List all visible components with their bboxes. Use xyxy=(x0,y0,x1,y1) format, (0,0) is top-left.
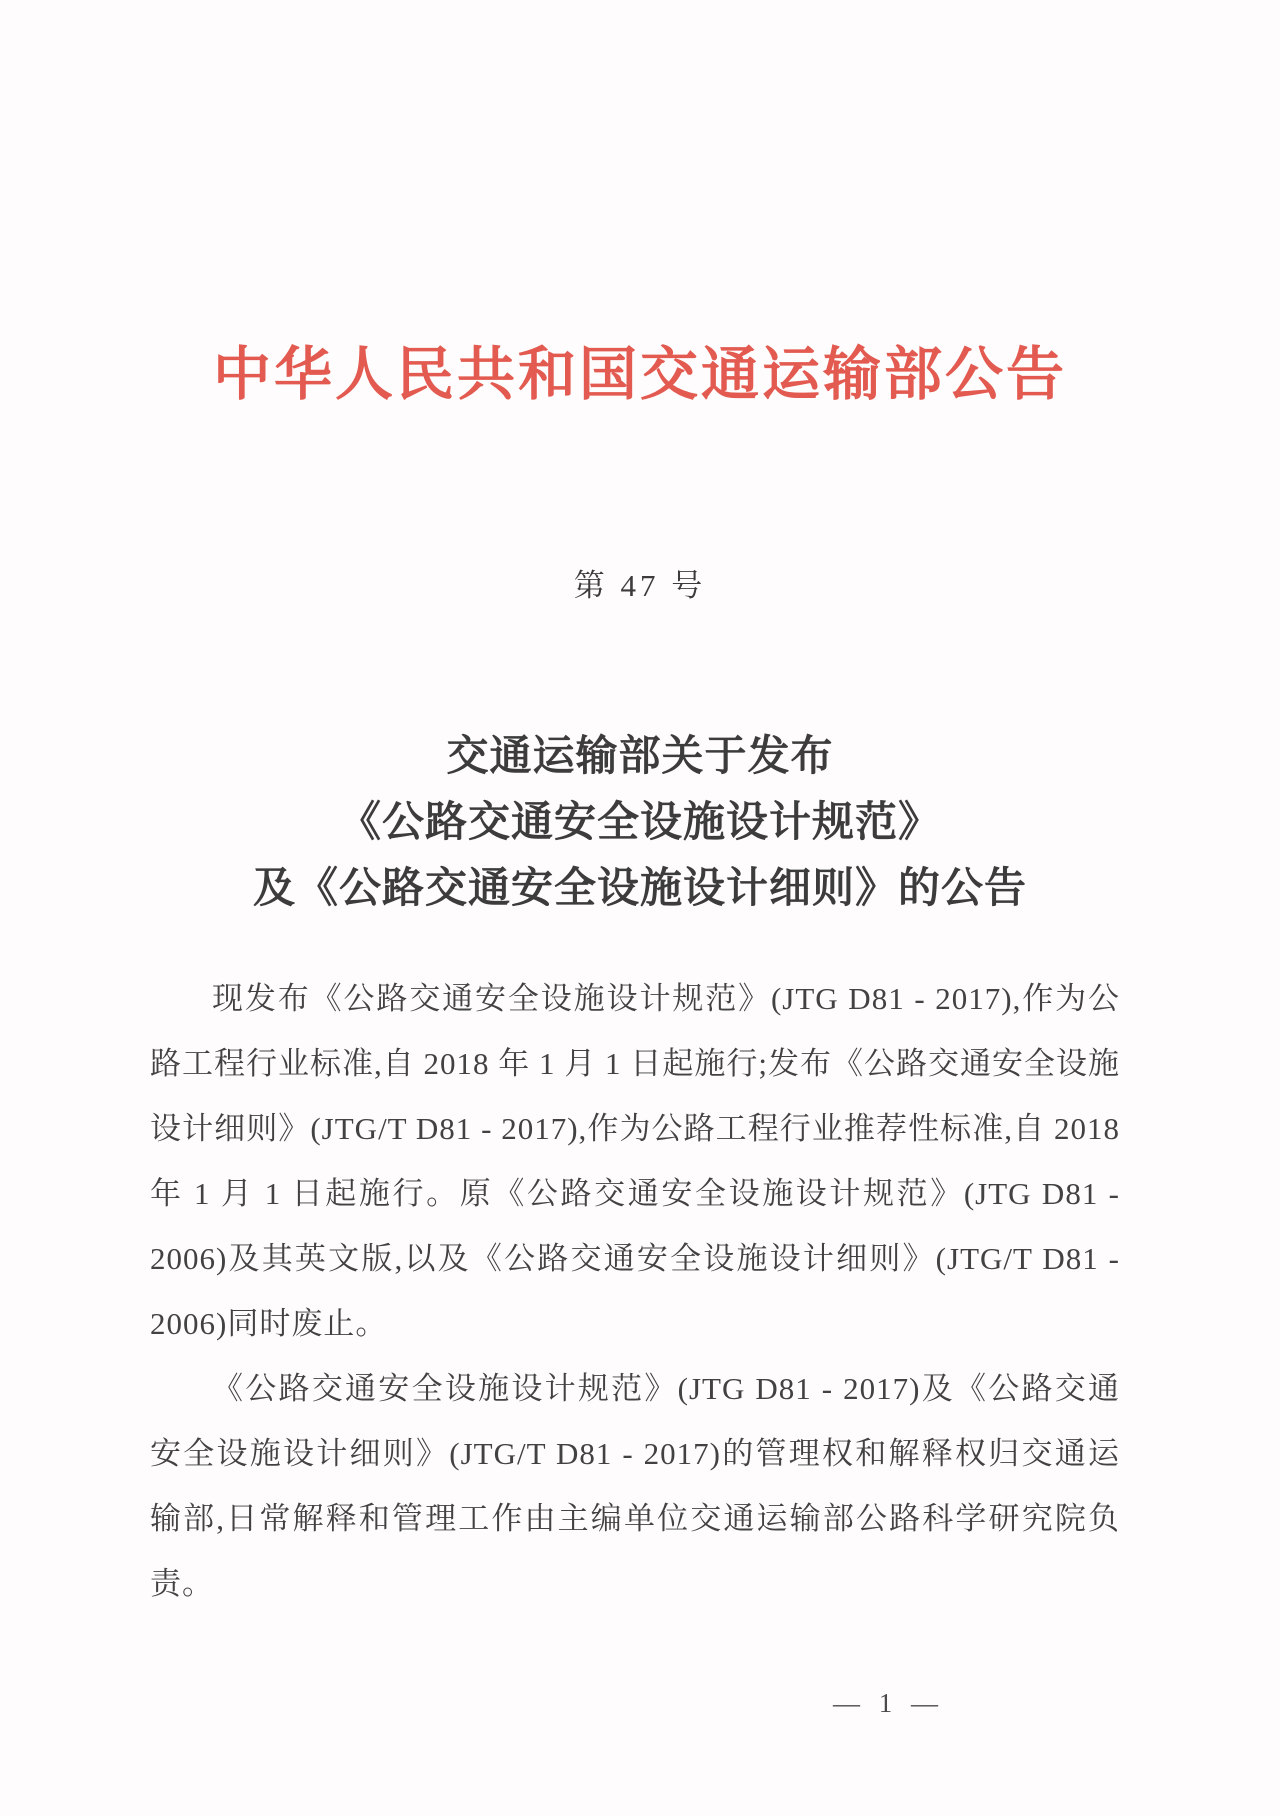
body-paragraph-1: 现发布《公路交通安全设施设计规范》(JTG D81 - 2017),作为公路工程行业标准,自 2018 年 1 月 1 日起施行;发布《公路交通安全设施设计细则》(JTG/T D81 - 2017),作为公路工程行业推荐性标准,自 2018 年 1 月 1 日起施行。原《公路交通安全设施设计规范》(JTG D81 - 2006)及其英文版,以及《公路交通安全设施设计细则》(JTG/T D81 - 2006)同时废止。 xyxy=(150,981,1120,1341)
announcement-title-line1: 交通运输部关于发布 xyxy=(446,734,834,780)
page-number: — 1 — xyxy=(833,1688,944,1718)
document-number: 第 47 号 xyxy=(573,568,707,603)
announcement-title xyxy=(0,724,1280,922)
announcement-title-line2: 《公路交通安全设施设计规范》 xyxy=(338,800,941,846)
page-footer xyxy=(833,1688,944,1719)
announcement-body xyxy=(150,966,1120,1616)
announcement-title-line3: 及《公路交通安全设施设计细则》的公告 xyxy=(252,866,1027,912)
agency-title: 中华人民共和国交通运输部公告 xyxy=(212,342,1067,407)
body-paragraph-2: 《公路交通安全设施设计规范》(JTG D81 - 2017)及《公路交通安全设施设计细则》(JTG/T D81 - 2017)的管理权和解释权归交通运输部,日常解释和管理工作由主编单位交通运输部公路科学研究院负责。 xyxy=(150,1371,1120,1601)
